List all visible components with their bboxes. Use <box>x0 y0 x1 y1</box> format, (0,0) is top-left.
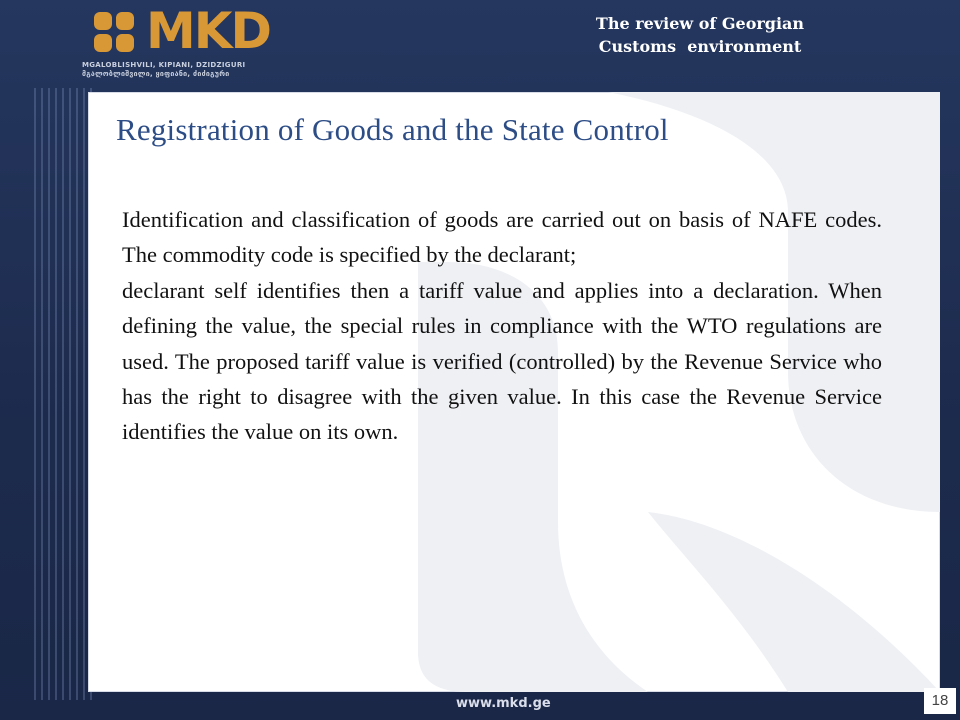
slide-title: Registration of Goods and the State Control <box>116 112 669 147</box>
body-paragraph: declarant self identifies then a tariff value and applies into a declaration. When defining the value, the special rules in compliance with the WTO regulations are used. The proposed tariff value is verified (controlled) by the Revenue Service who has the right to disagree with the given value. In this case the Revenue Service identifies the value on its own. <box>122 277 882 445</box>
logo-subtitle <box>82 61 282 79</box>
mkd-logo <box>82 2 282 78</box>
header-bar <box>0 0 960 90</box>
footer-url[interactable]: www.mkd.ge <box>456 696 551 711</box>
body-paragraph: Identification and classification of goods are carried out on basis of NAFE codes. The commodity code is specified by the declarant; <box>122 207 882 268</box>
decorative-stripes <box>34 88 94 700</box>
logo-subtitle-latin: MGALOBLISHVILI, KIPIANI, DZIDZIGURI <box>82 61 246 69</box>
body-text <box>122 202 882 450</box>
header-title-line2: Customs environment <box>598 37 802 56</box>
header-title-line1: The review of Georgian <box>595 14 805 33</box>
logo-mark-icon <box>92 10 136 54</box>
logo-wordmark: MKD <box>146 2 271 60</box>
page-number: 18 <box>924 688 956 714</box>
header-title <box>520 12 880 58</box>
logo-subtitle-georgian: მგალობლიშვილი, ყიფიანი, ძიძიგური <box>82 70 230 78</box>
